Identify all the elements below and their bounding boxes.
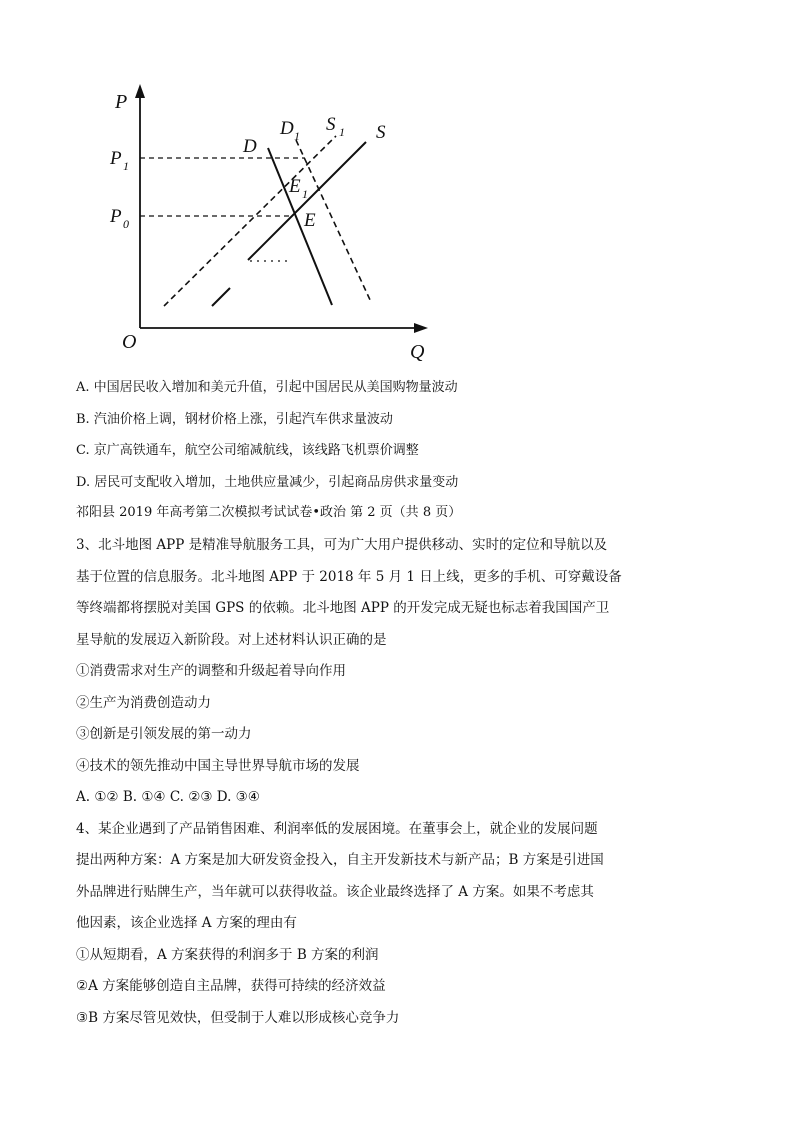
q3-item-3: ③创新是引领发展的第一动力 [76, 726, 252, 742]
q4-item-1: ①从短期看，A 方案获得的利润多于 B 方案的利润 [76, 947, 379, 963]
p-axis-arrow [135, 84, 145, 98]
d1-label: D [280, 118, 294, 139]
s1-sub: 1 [339, 125, 345, 139]
q3-stem-line: 星导航的发展迈入新阶段。对上述材料认识正确的是 [76, 632, 387, 648]
origin-label: O [122, 331, 137, 353]
d1-sub: 1 [294, 129, 300, 143]
option-c: C. 京广高铁通车，航空公司缩减航线，该线路飞机票价调整 [76, 443, 419, 458]
e-label: E [304, 210, 316, 231]
s1-label: S [326, 114, 336, 135]
p0-sub: 0 [123, 217, 129, 231]
q3-item-1: ①消费需求对生产的调整和升级起着导向作用 [76, 663, 346, 679]
q-axis-arrow [414, 323, 428, 333]
supply-demand-graph [100, 80, 440, 370]
p0-label: P [110, 206, 122, 227]
d-label: D [243, 136, 257, 157]
option-d: D. 居民可支配收入增加，土地供应量减少，引起商品房供求量变动 [76, 475, 459, 490]
p1-sub: 1 [123, 159, 129, 173]
option-b: B. 汽油价格上调，钢材价格上涨，引起汽车供求量波动 [76, 412, 393, 427]
p1-label: P [110, 148, 122, 169]
q3-stem-line: 基于位置的信息服务。北斗地图 APP 于 2018 年 5 月 1 日上线，更多的手机、可穿戴设备 [76, 569, 622, 585]
q4-item-3: ③B 方案尽管见效快，但受制于人难以形成核心竞争力 [76, 1010, 400, 1026]
q3-item-2: ②生产为消费创造动力 [76, 695, 211, 711]
q3-item-4: ④技术的领先推动中国主导世界导航市场的发展 [76, 758, 360, 774]
s-label: S [376, 122, 386, 143]
p-axis-label: P [115, 91, 128, 113]
q3-answers: A. ①② B. ①④ C. ②③ D. ③④ [76, 789, 260, 805]
q3-stem-line: 等终端都将摆脱对美国 GPS 的依赖。北斗地图 APP 的开发完成无疑也标志着我国国产卫 [76, 600, 610, 616]
q-axis-label: Q [410, 341, 425, 363]
page-footer: 祁阳县 2019 年高考第二次模拟考试试卷•政治 第 2 页（共 8 页） [76, 505, 462, 520]
q4-stem-line: 他因素，该企业选择 A 方案的理由有 [76, 915, 297, 931]
q4-item-2: ②A 方案能够创造自主品牌，获得可持续的经济效益 [76, 978, 386, 994]
q4-stem-line: 提出两种方案：A 方案是加大研发资金投入，自主开发新技术与新产品；B 方案是引进国 [76, 852, 604, 868]
q4-stem-line: 4、某企业遇到了产品销售困难、利润率低的发展困境。在董事会上，就企业的发展问题 [76, 821, 598, 837]
option-a: A. 中国居民收入增加和美元升值，引起中国居民从美国购物量波动 [76, 380, 458, 395]
supply-curve-s-lower [212, 288, 230, 306]
e1-label: E [289, 176, 301, 197]
e1-sub: 1 [302, 187, 308, 201]
q3-stem-line: 3、北斗地图 APP 是精准导航服务工具，可为广大用户提供移动、实时的定位和导航以及 [76, 537, 608, 553]
q4-stem-line: 外品牌进行贴牌生产，当年就可以获得收益。该企业最终选择了 A 方案。如果不考虑其 [76, 884, 594, 900]
